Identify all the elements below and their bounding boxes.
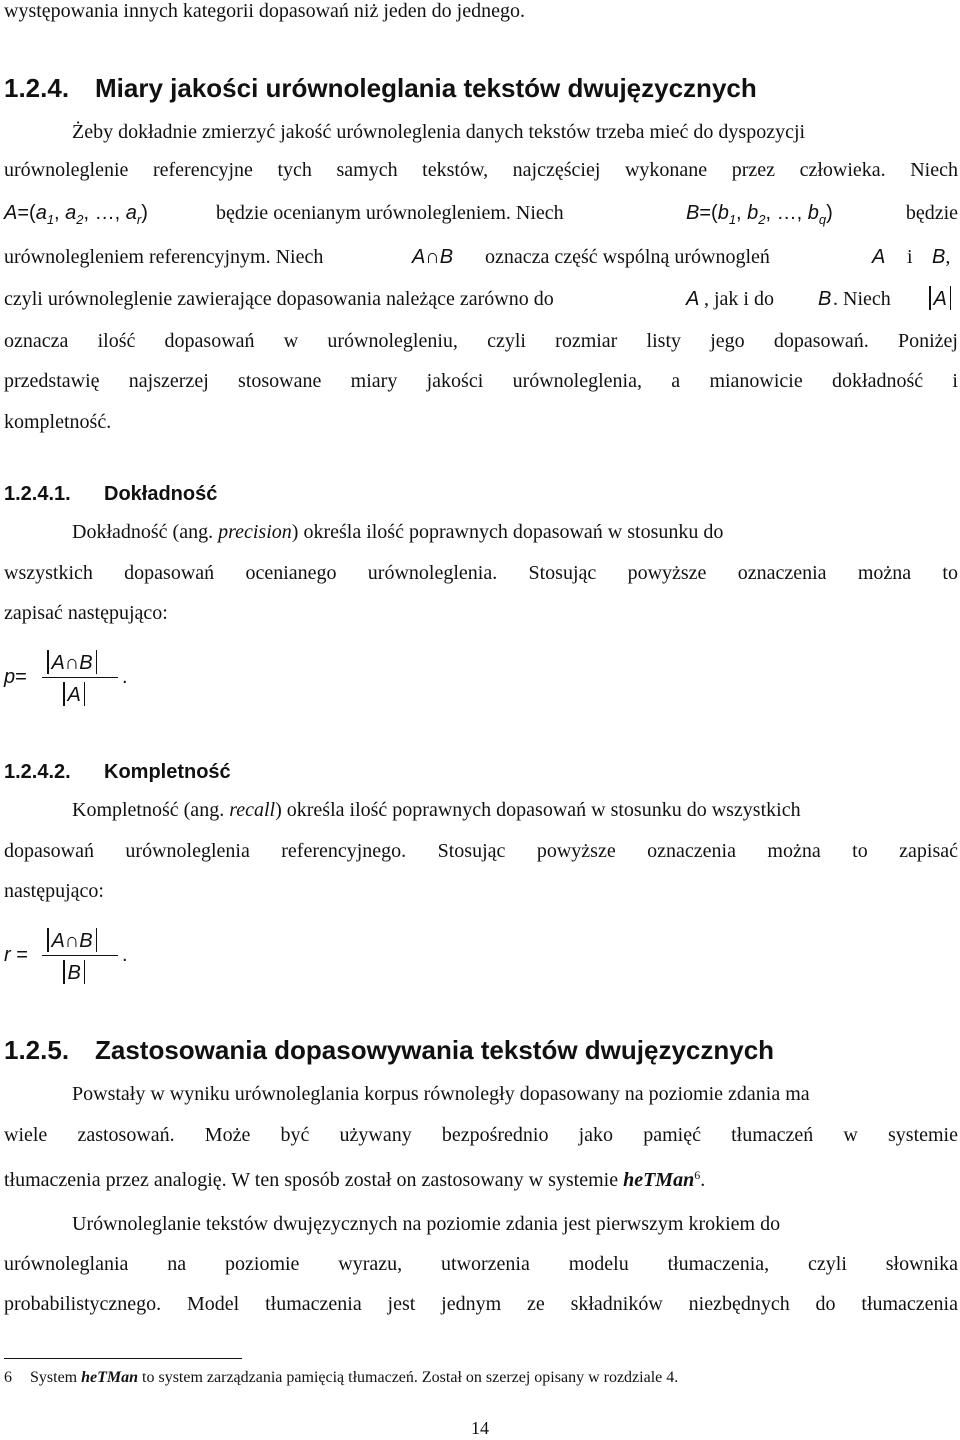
footnote-rule: [4, 1358, 242, 1359]
p1-line-8: kompletność.: [4, 411, 112, 433]
subsection-heading-1-2-4-2: [4, 759, 231, 785]
section-heading-1-2-5: [4, 1034, 774, 1066]
p1-line-2: urównoleglenie referencyjne tych samych tekstów, najczęściej wykonane przez człowieka. Niech: [4, 159, 958, 181]
math-a-definition: $A=(a_1$, $a_2$, …, $a_r$): [4, 202, 148, 227]
p1-line-7: przedstawię najszerzej stosowane miary jakości urównoleglenia, a mianowicie dokładność i: [4, 370, 958, 392]
formula-lhs: r =: [4, 944, 28, 966]
footnote-ref[interactable]: 6: [694, 1168, 701, 1182]
subsection-title: Dokładność: [104, 483, 218, 505]
footnote: [4, 1368, 678, 1388]
section-heading-1-2-4: [4, 72, 757, 104]
hetman-brand: heTMan$^6$.: [623, 1168, 706, 1191]
math-b: B,: [932, 246, 951, 268]
p1-line-1: Żeby dokładnie zmierzyć jakość urównoleglenia danych tekstów trzeba mieć do dyspozycji: [72, 121, 806, 143]
footnote-text-b: to system zarządzania pamięcią tłumaczeń. Został on szerzej opisany w rozdziale 4.: [142, 1369, 679, 1386]
math-intersection: A∩B: [412, 246, 454, 268]
p1-line-3-end: będzie: [905, 202, 958, 224]
p1-line-4-mid: oznacza część wspólną urównogleń: [485, 246, 770, 268]
fraction-bar: [42, 955, 118, 956]
math-a: A: [872, 246, 886, 268]
footnote-number: 6: [4, 1369, 12, 1386]
p2-line-1: [72, 519, 958, 545]
p1-line-6: oznacza ilość dopasowań w urównolegleniu, czyli rozmiar listy jego dopasowań. Poniżej: [4, 330, 958, 352]
p1-line-5: [4, 286, 958, 312]
p1-line-5-mid: , jak i do: [704, 288, 774, 310]
p1-line-3-mid: będzie ocenianym urównolegleniem. Niech: [216, 202, 564, 224]
section-number: 1.2.4.: [4, 73, 70, 103]
formula-denominator: A: [60, 682, 88, 707]
p3-line-1: [72, 797, 958, 823]
footnote-text-a: System: [30, 1369, 78, 1386]
p4-line-3: [4, 1162, 958, 1193]
math-b-definition: $B=(b_1$, $b_2$, …, $b_q$): [686, 202, 833, 227]
p5-line-1: Urównoleglanie tekstów dwujęzycznych na poziomie zdania jest pierwszym krokiem do: [72, 1213, 781, 1235]
precision-formula: [4, 650, 144, 710]
p2-line-1-a: Dokładność (ang.: [72, 521, 214, 543]
recall-formula: [4, 928, 144, 988]
p3-line-2: dopasowań urównoleglenia referencyjnego. Stosując powyższe oznaczenia można to zapisać: [4, 840, 958, 862]
carryover-line: występowania innych kategorii dopasowań niż jeden do jednego.: [4, 0, 525, 22]
p3-line-3: następująco:: [4, 880, 104, 902]
section-title: Miary jakości urównoleglania tekstów dwujęzycznych: [95, 73, 757, 103]
subsection-number: 1.2.4.1.: [4, 483, 71, 505]
subsection-heading-1-2-4-1: [4, 481, 217, 507]
formula-period: .: [122, 666, 128, 688]
formula-denominator: B: [60, 960, 88, 985]
subsection-title: Kompletność: [104, 761, 231, 783]
p1-line-4-i: i: [907, 246, 913, 268]
recall-term: recall) określa ilość poprawnych dopasowań w stosunku do wszystkich: [229, 799, 801, 821]
p1-line-4-start: urównolegleniem referencyjnym. Niech: [4, 246, 324, 268]
p2-line-2: wszystkich dopasowań ocenianego urównoleglenia. Stosując powyższe oznaczenia można to: [4, 562, 958, 584]
p4-line-3-a: tłumaczenia przez analogię. W ten sposób został on zastosowany w systemie: [4, 1169, 619, 1191]
precision-term: precision) określa ilość poprawnych dopasowań w stosunku do: [218, 521, 724, 543]
math-b: B: [818, 288, 832, 310]
p5-line-3: probabilistycznego. Model tłumaczenia jest jednym ze składników niezbędnych do tłumaczenia: [4, 1293, 958, 1315]
p1-line-5-end: . Niech: [833, 288, 891, 310]
section-title: Zastosowania dopasowywania tekstów dwujęzycznych: [95, 1035, 775, 1065]
subsection-number: 1.2.4.2.: [4, 761, 71, 783]
p1-line-3: [4, 200, 958, 233]
p1-line-5-start: czyli urównoleglenie zawierające dopasowania należące zarówno do: [4, 288, 554, 310]
p2-line-3: zapisać następująco:: [4, 602, 168, 624]
footnote-brand: heTMan: [81, 1369, 139, 1386]
page-number: 14: [471, 1418, 489, 1438]
p1-line-4: [4, 244, 958, 270]
p4-line-1: Powstały w wyniku urównoleglania korpus równoległy dopasowany na poziomie zdania ma: [72, 1083, 810, 1105]
formula-numerator: A∩B: [44, 650, 100, 675]
p5-line-2: urównoleglania na poziomie wyrazu, utworzenia modelu tłumaczenia, czyli słownika: [4, 1253, 958, 1275]
formula-numerator: A∩B: [44, 928, 100, 953]
p4-line-2: wiele zastosowań. Może być używany bezpośrednio jako pamięć tłumaczeń w systemie: [4, 1124, 958, 1146]
formula-lhs: p=: [4, 666, 27, 688]
fraction-bar: [42, 677, 118, 678]
section-number: 1.2.5.: [4, 1035, 70, 1065]
math-a: A: [686, 288, 700, 310]
formula-period: .: [122, 944, 128, 966]
math-abs-a: A: [926, 286, 954, 312]
p3-line-1-a: Kompletność (ang.: [72, 799, 225, 821]
